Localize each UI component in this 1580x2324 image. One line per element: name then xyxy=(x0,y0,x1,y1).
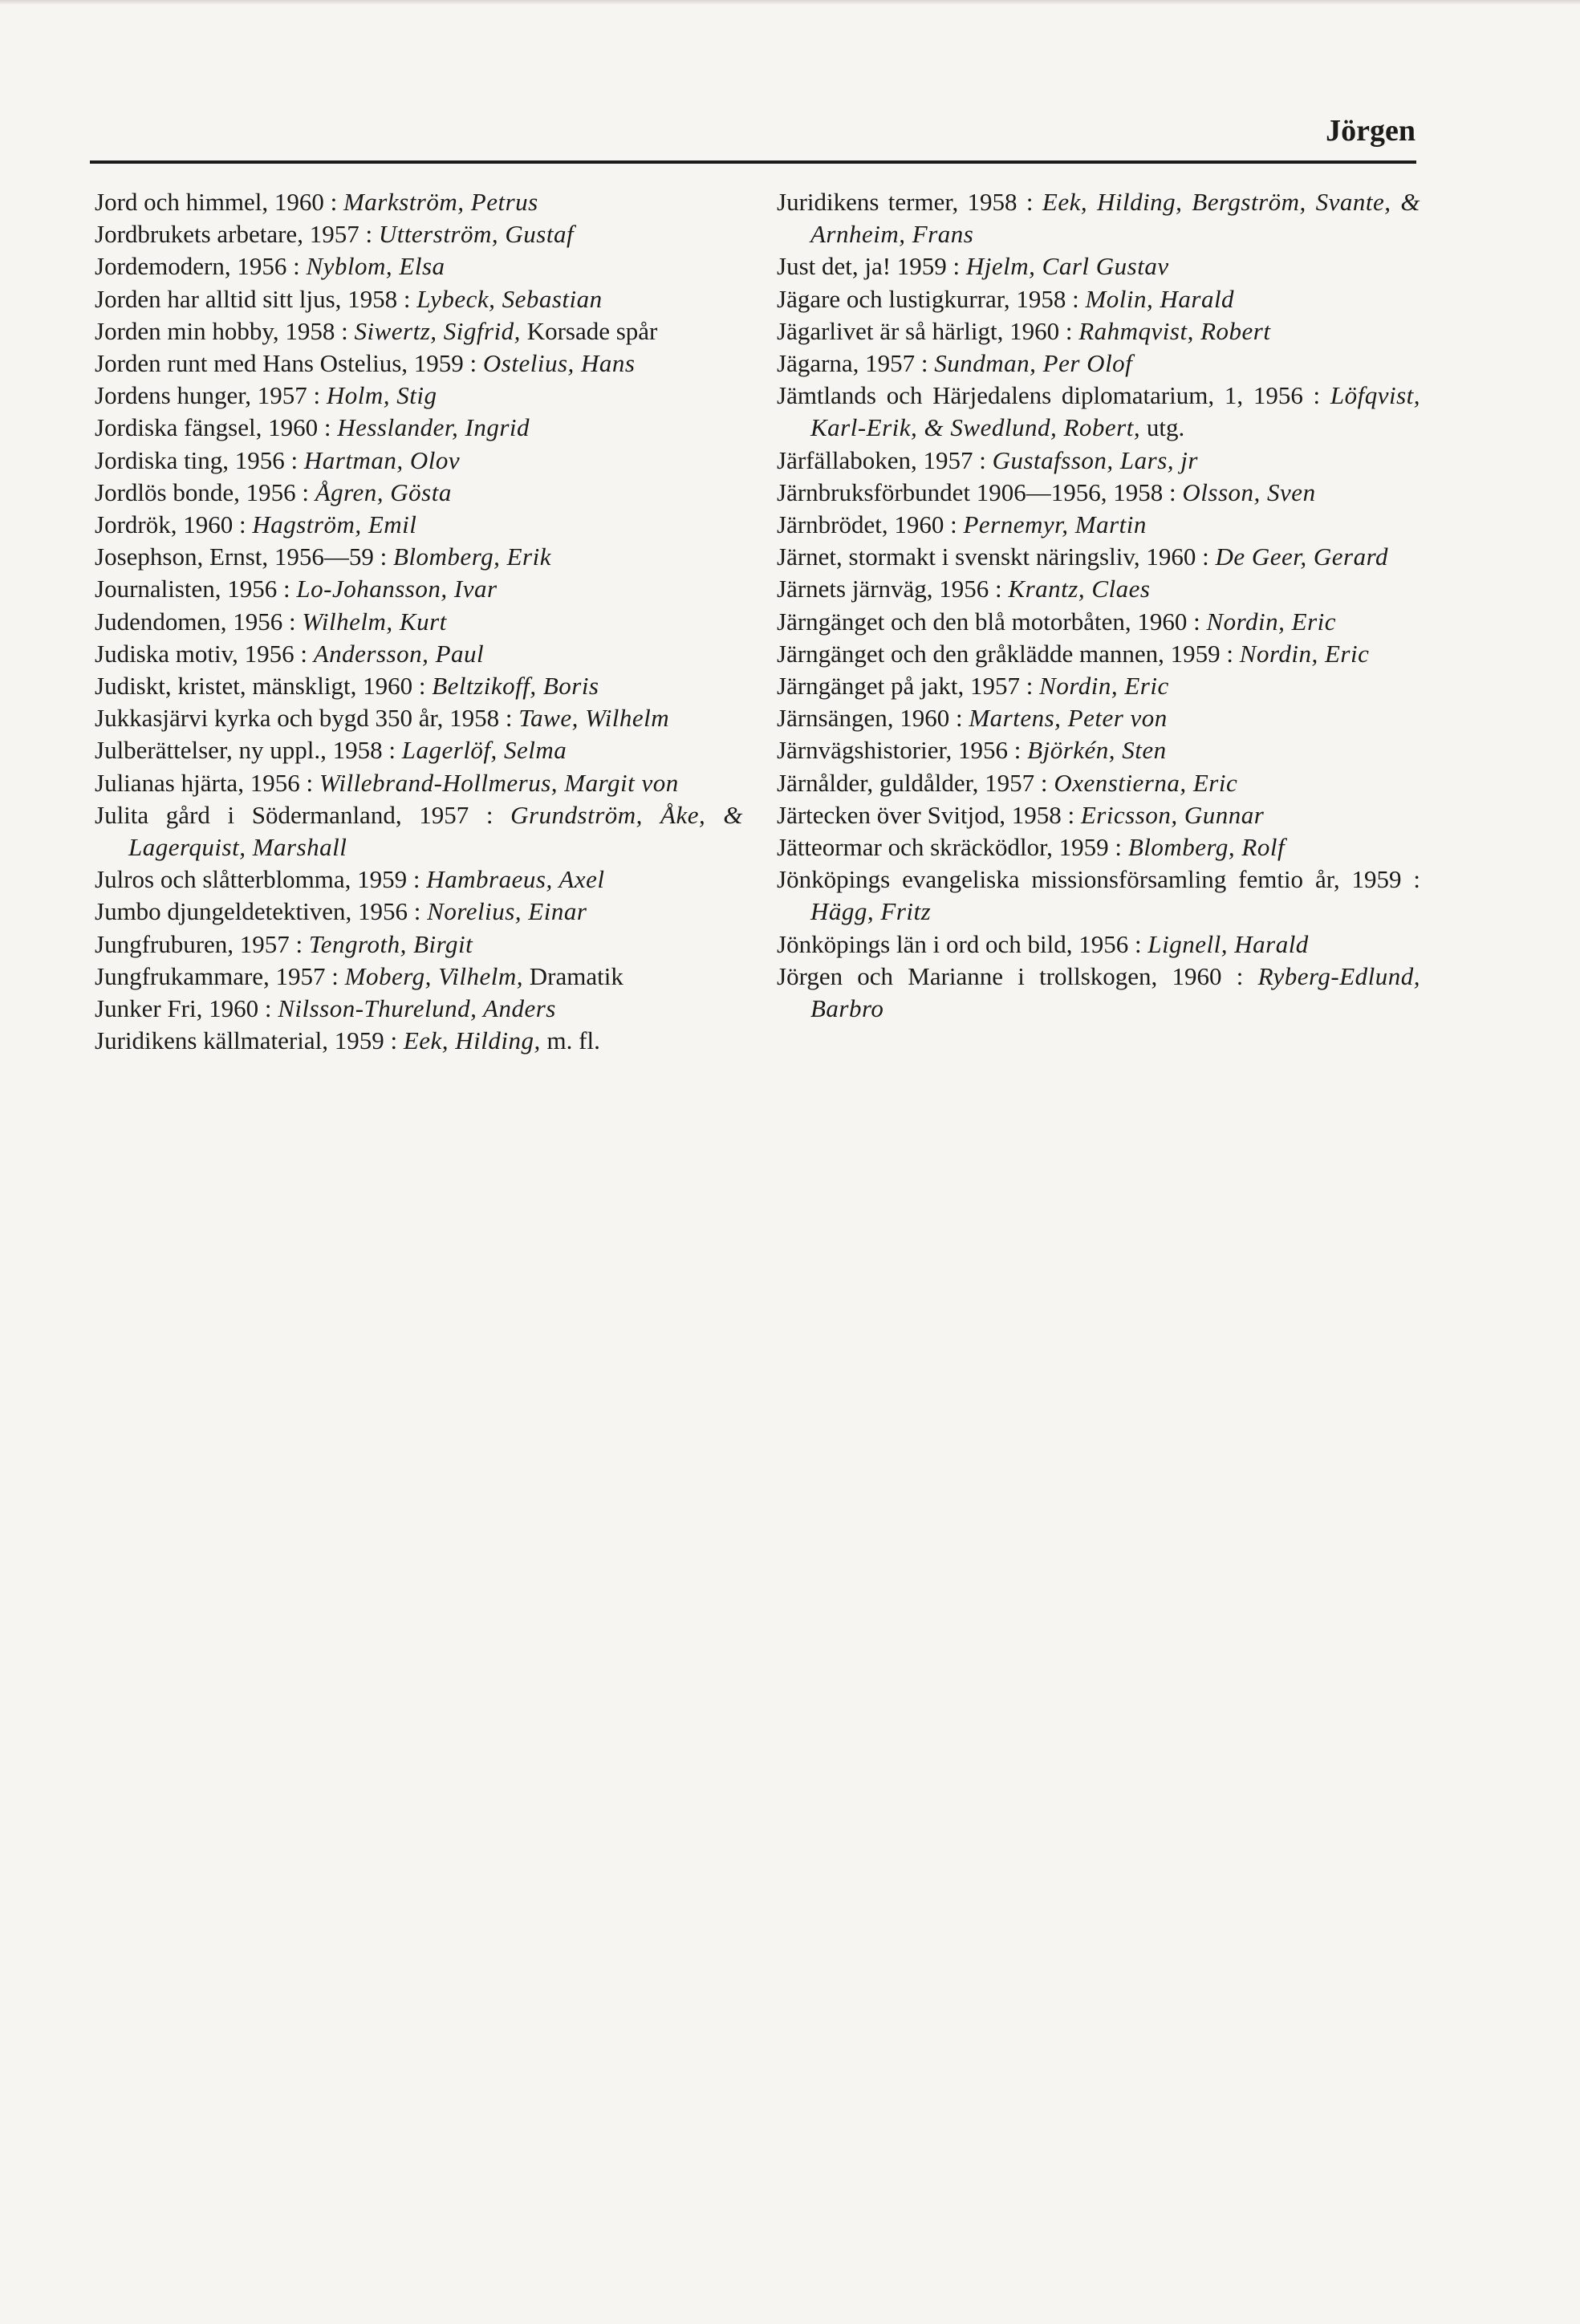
entry-title: Juridikens termer, 1958 : xyxy=(777,188,1034,216)
entry-title: Juridikens källmaterial, 1959 : xyxy=(95,1026,398,1055)
entry-title: Jordbrukets arbetare, 1957 : xyxy=(95,220,373,249)
index-entry xyxy=(95,702,743,734)
entry-title: Jungfrukammare, 1957 : xyxy=(95,961,339,990)
entry-author: Hägg, Fritz xyxy=(810,897,932,926)
entry-title: Järnsängen, 1960 : xyxy=(777,704,963,733)
entry-author: Grundström, Åke, & Lagerquist, Marshall xyxy=(128,800,744,862)
entry-author: De Geer, Gerard xyxy=(1215,542,1389,571)
index-entry xyxy=(777,767,1420,799)
entry-author: Molin, Harald xyxy=(1085,284,1235,313)
entry-title: Julita gård i Södermanland, 1957 : xyxy=(95,800,493,829)
entry-author: Nordin, Eric xyxy=(1239,639,1370,668)
entry-author: Utterström, Gustaf xyxy=(378,220,575,249)
index-entry xyxy=(95,606,743,638)
entry-title: Judiskt, kristet, mänskligt, 1960 : xyxy=(95,672,426,701)
entry-author: Willebrand-Hollmerus, Margit von xyxy=(319,768,679,797)
entry-title: Jungfruburen, 1957 : xyxy=(95,929,303,958)
entry-note: m. fl. xyxy=(546,1026,600,1055)
entry-title: Jätteormar och skräcködlor, 1959 : xyxy=(777,833,1123,862)
entry-author: Andersson, Paul xyxy=(313,639,485,668)
entry-author: Björkén, Sten xyxy=(1027,736,1167,765)
entry-title: Jordens hunger, 1957 : xyxy=(95,381,321,410)
entry-title: Järnvägshistorier, 1956 : xyxy=(777,736,1022,765)
entry-author: Hambraeus, Axel xyxy=(426,865,605,894)
entry-title: Jorden min hobby, 1958 : xyxy=(95,316,348,345)
index-entry xyxy=(95,541,743,573)
entry-author: Wilhelm, Kurt xyxy=(302,607,447,636)
entry-title: Järngänget på jakt, 1957 : xyxy=(777,672,1034,701)
entry-title: Jönköpings evangeliska missionsförsamling femtio år, 1959 : xyxy=(777,865,1420,894)
entry-title: Jägarlivet är så härligt, 1960 : xyxy=(777,316,1073,345)
index-entry xyxy=(777,573,1420,605)
entry-author: Hagström, Emil xyxy=(252,510,417,539)
index-entry xyxy=(95,477,743,509)
index-entry xyxy=(95,347,743,380)
index-entry xyxy=(777,509,1420,541)
entry-author: Moberg, Vilhelm, xyxy=(344,961,524,990)
entry-author: Markström, Petrus xyxy=(343,188,538,216)
entry-note: Korsade spår xyxy=(526,316,658,345)
entry-title: Judiska motiv, 1956 : xyxy=(95,639,307,668)
entry-title: Järngänget och den blå motorbåten, 1960 : xyxy=(777,607,1200,636)
entry-author: Norelius, Einar xyxy=(427,897,587,926)
entry-author: Blomberg, Erik xyxy=(393,542,551,571)
entry-author: Nyblom, Elsa xyxy=(306,252,445,281)
entry-author: Martens, Peter von xyxy=(969,704,1168,733)
entry-title: Jordrök, 1960 : xyxy=(95,510,246,539)
entry-author: Lo-Johansson, Ivar xyxy=(296,575,498,603)
index-entry xyxy=(95,993,743,1025)
entry-author: Beltzikoff, Boris xyxy=(432,672,599,701)
entry-author: Sundman, Per Olof xyxy=(934,349,1133,378)
index-entry xyxy=(777,445,1420,477)
entry-title: Jorden har alltid sitt ljus, 1958 : xyxy=(95,284,411,313)
entry-author: Hjelm, Carl Gustav xyxy=(965,252,1169,281)
entry-author: Rahmqvist, Robert xyxy=(1078,316,1271,345)
index-entry xyxy=(777,315,1420,347)
entry-author: Lignell, Harald xyxy=(1147,929,1309,958)
index-entry xyxy=(777,702,1420,734)
index-entry xyxy=(95,250,743,282)
entry-author: Ågren, Gösta xyxy=(315,477,452,506)
entry-author: Gustafsson, Lars, jr xyxy=(992,445,1198,474)
entry-author: Lagerlöf, Selma xyxy=(401,736,567,765)
entry-author: Blomberg, Rolf xyxy=(1127,833,1286,862)
entry-author: Hesslander, Ingrid xyxy=(337,413,530,442)
page-edge-shadow xyxy=(0,0,1580,5)
entry-title: Junker Fri, 1960 : xyxy=(95,994,272,1023)
entry-author: Nordin, Eric xyxy=(1039,672,1169,701)
entry-title: Julianas hjärta, 1956 : xyxy=(95,768,314,797)
index-entry xyxy=(95,928,743,961)
index-entry xyxy=(777,380,1420,444)
index-entry xyxy=(95,412,743,444)
entry-title: Josephson, Ernst, 1956—59 : xyxy=(95,542,388,571)
entry-title: Järfällaboken, 1957 : xyxy=(777,445,986,474)
index-entry xyxy=(777,283,1420,315)
entry-title: Jönköpings län i ord och bild, 1956 : xyxy=(777,929,1142,958)
entry-title: Jumbo djungeldetektiven, 1956 : xyxy=(95,897,421,926)
index-entry xyxy=(777,928,1420,961)
entry-author: Löfqvist, Karl-Erik, & Swedlund, Robert, xyxy=(810,381,1420,442)
entry-author: Tawe, Wilhelm xyxy=(518,704,670,733)
entry-author: Oxenstierna, Eric xyxy=(1054,768,1238,797)
entry-title: Järnålder, guldålder, 1957 : xyxy=(777,768,1048,797)
index-entry xyxy=(95,863,743,896)
entry-title: Jordiska fängsel, 1960 : xyxy=(95,413,331,442)
entry-author: Hartman, Olov xyxy=(303,445,461,474)
index-entry xyxy=(95,734,743,766)
index-entry xyxy=(95,573,743,605)
index-entry xyxy=(777,831,1420,863)
index-entry xyxy=(777,961,1420,1025)
index-entry xyxy=(95,218,743,250)
right-column xyxy=(777,186,1420,1025)
entry-author: Olsson, Sven xyxy=(1182,477,1316,506)
entry-title: Jordlös bonde, 1956 : xyxy=(95,477,309,506)
entry-title: Järnet, stormakt i svenskt näringsliv, 1960 : xyxy=(777,542,1209,571)
entry-title: Järnbruksförbundet 1906—1956, 1958 : xyxy=(777,477,1176,506)
entry-title: Jämtlands och Härjedalens diplomatarium, 1, 1956 : xyxy=(777,381,1321,410)
entry-title: Julros och slåtterblomma, 1959 : xyxy=(95,865,420,894)
entry-title: Jord och himmel, 1960 : xyxy=(95,188,338,216)
entry-title: Journalisten, 1956 : xyxy=(95,575,290,603)
entry-title: Järngänget och den gråklädde mannen, 1959 : xyxy=(777,639,1234,668)
index-entry xyxy=(95,283,743,315)
entry-title: Järtecken över Svitjod, 1958 : xyxy=(777,800,1075,829)
index-entry xyxy=(95,509,743,541)
entry-author: Ericsson, Gunnar xyxy=(1080,800,1265,829)
index-entry xyxy=(777,670,1420,702)
running-head: Jörgen xyxy=(1326,114,1416,148)
index-entry xyxy=(95,380,743,412)
entry-title: Järnets järnväg, 1956 : xyxy=(777,575,1002,603)
index-entry xyxy=(777,477,1420,509)
index-entry xyxy=(95,799,743,863)
header-rule xyxy=(90,160,1416,164)
entry-author: Nordin, Eric xyxy=(1206,607,1337,636)
index-entry xyxy=(95,670,743,702)
entry-title: Julberättelser, ny uppl., 1958 : xyxy=(95,736,396,765)
index-entry xyxy=(777,863,1420,928)
index-entry xyxy=(777,606,1420,638)
entry-author: Pernemyr, Martin xyxy=(963,510,1147,539)
entry-title: Jägare och lustigkurrar, 1958 : xyxy=(777,284,1079,313)
index-entry xyxy=(777,799,1420,831)
entry-author: Eek, Hilding, Bergström, Svante, & Arnheim, Frans xyxy=(810,188,1420,249)
left-column xyxy=(95,186,743,1057)
entry-author: Tengroth, Birgit xyxy=(308,929,473,958)
entry-author: Holm, Stig xyxy=(326,381,437,410)
entry-author: Eek, Hilding, xyxy=(403,1026,541,1055)
entry-title: Judendomen, 1956 : xyxy=(95,607,296,636)
index-entry xyxy=(777,541,1420,573)
entry-title: Jorden runt med Hans Ostelius, 1959 : xyxy=(95,349,477,378)
entry-title: Jordemodern, 1956 : xyxy=(95,252,300,281)
entry-author: Krantz, Claes xyxy=(1008,575,1151,603)
entry-author: Nilsson-Thurelund, Anders xyxy=(278,994,556,1023)
index-entry xyxy=(95,445,743,477)
index-entry xyxy=(95,1025,743,1057)
entry-author: Siwertz, Sigfrid, xyxy=(354,316,521,345)
index-entry xyxy=(777,186,1420,250)
index-entry xyxy=(777,347,1420,380)
index-entry xyxy=(777,638,1420,670)
entry-author: Lybeck, Sebastian xyxy=(416,284,603,313)
entry-title: Jukkasjärvi kyrka och bygd 350 år, 1958 : xyxy=(95,704,513,733)
entry-title: Just det, ja! 1959 : xyxy=(777,252,961,281)
index-entry xyxy=(95,767,743,799)
index-entry xyxy=(95,896,743,928)
index-entry xyxy=(95,638,743,670)
entry-title: Jörgen och Marianne i trollskogen, 1960 : xyxy=(777,961,1244,990)
entry-note: Dramatik xyxy=(529,961,623,990)
entry-note: utg. xyxy=(1146,413,1185,442)
entry-title: Jägarna, 1957 : xyxy=(777,349,928,378)
index-entry xyxy=(777,734,1420,766)
entry-author: Ryberg-Edlund, Barbro xyxy=(810,961,1420,1023)
index-entry xyxy=(95,315,743,347)
entry-title: Jordiska ting, 1956 : xyxy=(95,445,299,474)
entry-title: Järnbrödet, 1960 : xyxy=(777,510,957,539)
index-entry xyxy=(95,961,743,993)
index-entry xyxy=(777,250,1420,282)
index-entry xyxy=(95,186,743,218)
entry-author: Ostelius, Hans xyxy=(482,349,636,378)
